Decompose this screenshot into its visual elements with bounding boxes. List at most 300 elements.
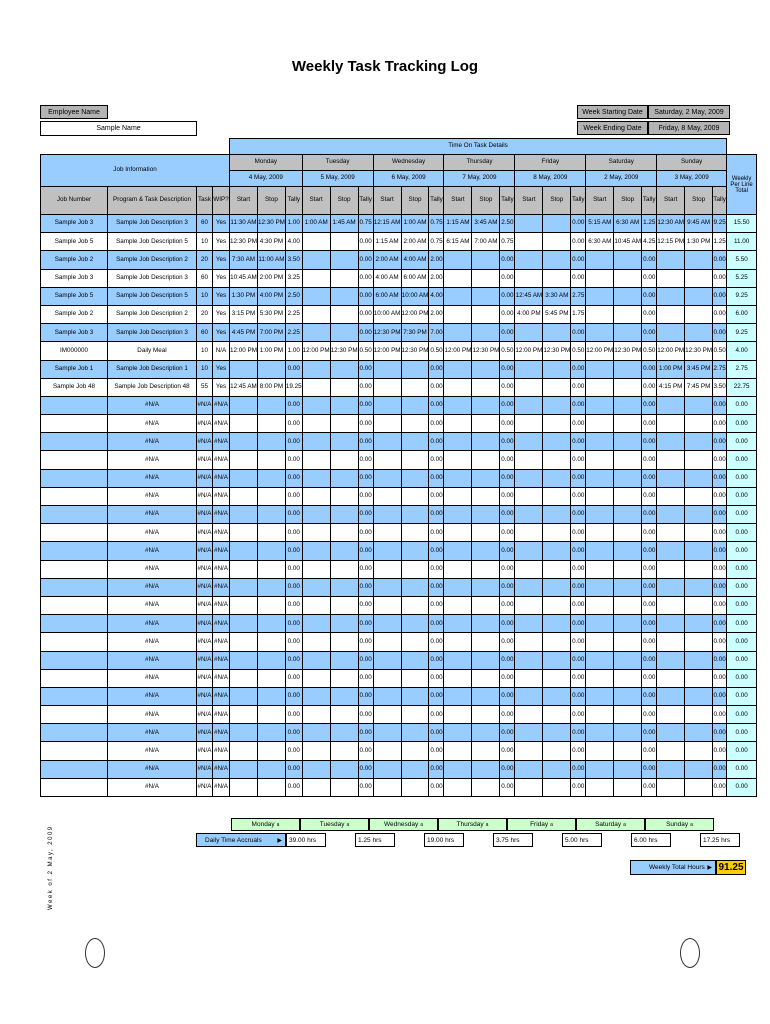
stop-cell[interactable] xyxy=(401,560,429,578)
start-cell[interactable] xyxy=(657,724,685,742)
stop-cell[interactable] xyxy=(330,287,358,305)
start-cell[interactable] xyxy=(657,451,685,469)
job-number-cell[interactable] xyxy=(41,742,108,760)
start-cell[interactable]: 2:00 AM xyxy=(373,251,401,269)
start-cell[interactable] xyxy=(302,742,330,760)
stop-cell[interactable] xyxy=(614,578,642,596)
stop-cell[interactable] xyxy=(401,451,429,469)
start-cell[interactable] xyxy=(657,669,685,687)
start-cell[interactable]: 1:15 AM xyxy=(444,215,472,233)
start-cell[interactable] xyxy=(444,633,472,651)
start-cell[interactable] xyxy=(373,742,401,760)
start-cell[interactable] xyxy=(302,687,330,705)
program-cell[interactable]: Sample Job Description 5 xyxy=(108,233,197,251)
start-cell[interactable]: 1:30 PM xyxy=(230,287,258,305)
stop-cell[interactable] xyxy=(614,269,642,287)
stop-cell[interactable] xyxy=(614,251,642,269)
stop-cell[interactable] xyxy=(401,687,429,705)
wip-cell[interactable]: Yes xyxy=(213,287,230,305)
start-cell[interactable] xyxy=(373,487,401,505)
stop-cell[interactable] xyxy=(685,633,713,651)
stop-cell[interactable] xyxy=(472,669,500,687)
start-cell[interactable] xyxy=(586,451,614,469)
start-cell[interactable] xyxy=(515,396,543,414)
start-cell[interactable] xyxy=(230,615,258,633)
start-cell[interactable] xyxy=(657,651,685,669)
start-cell[interactable] xyxy=(444,724,472,742)
stop-cell[interactable] xyxy=(472,578,500,596)
start-cell[interactable] xyxy=(515,633,543,651)
stop-cell[interactable] xyxy=(472,724,500,742)
stop-cell[interactable]: 9:45 AM xyxy=(685,215,713,233)
stop-cell[interactable] xyxy=(330,415,358,433)
start-cell[interactable]: 12:30 PM xyxy=(230,233,258,251)
start-cell[interactable] xyxy=(515,433,543,451)
start-cell[interactable] xyxy=(515,360,543,378)
stop-cell[interactable] xyxy=(330,305,358,323)
stop-cell[interactable] xyxy=(401,742,429,760)
start-cell[interactable] xyxy=(302,560,330,578)
start-cell[interactable] xyxy=(373,724,401,742)
stop-cell[interactable] xyxy=(472,742,500,760)
job-number-cell[interactable]: IM000000 xyxy=(41,342,108,360)
stop-cell[interactable] xyxy=(257,469,285,487)
start-cell[interactable]: 12:30 AM xyxy=(657,215,685,233)
stop-cell[interactable] xyxy=(330,633,358,651)
stop-cell[interactable] xyxy=(401,578,429,596)
stop-cell[interactable] xyxy=(685,542,713,560)
stop-cell[interactable] xyxy=(614,615,642,633)
task-cell[interactable]: 10 xyxy=(197,360,213,378)
stop-cell[interactable] xyxy=(685,760,713,778)
start-cell[interactable] xyxy=(373,506,401,524)
start-cell[interactable] xyxy=(302,378,330,396)
stop-cell[interactable] xyxy=(330,378,358,396)
stop-cell[interactable] xyxy=(543,487,571,505)
start-cell[interactable] xyxy=(302,615,330,633)
start-cell[interactable] xyxy=(444,396,472,414)
start-cell[interactable] xyxy=(230,487,258,505)
stop-cell[interactable] xyxy=(614,487,642,505)
start-cell[interactable] xyxy=(302,269,330,287)
start-cell[interactable]: 11:30 AM xyxy=(230,215,258,233)
start-cell[interactable] xyxy=(444,269,472,287)
start-cell[interactable] xyxy=(444,324,472,342)
start-cell[interactable] xyxy=(444,596,472,614)
stop-cell[interactable] xyxy=(257,706,285,724)
start-cell[interactable] xyxy=(586,305,614,323)
start-cell[interactable] xyxy=(230,578,258,596)
stop-cell[interactable] xyxy=(614,651,642,669)
stop-cell[interactable] xyxy=(257,651,285,669)
job-number-cell[interactable] xyxy=(41,651,108,669)
start-cell[interactable] xyxy=(515,469,543,487)
start-cell[interactable] xyxy=(230,651,258,669)
stop-cell[interactable]: 5:45 PM xyxy=(543,305,571,323)
job-number-cell[interactable] xyxy=(41,578,108,596)
stop-cell[interactable] xyxy=(543,669,571,687)
stop-cell[interactable] xyxy=(257,433,285,451)
stop-cell[interactable] xyxy=(685,469,713,487)
start-cell[interactable] xyxy=(657,487,685,505)
start-cell[interactable]: 10:45 AM xyxy=(230,269,258,287)
start-cell[interactable]: 6:30 AM xyxy=(586,233,614,251)
job-number-cell[interactable] xyxy=(41,433,108,451)
start-cell[interactable] xyxy=(515,451,543,469)
stop-cell[interactable] xyxy=(330,469,358,487)
job-number-cell[interactable]: Sample Job 5 xyxy=(41,233,108,251)
stop-cell[interactable] xyxy=(614,324,642,342)
start-cell[interactable] xyxy=(373,760,401,778)
stop-cell[interactable] xyxy=(685,415,713,433)
start-cell[interactable] xyxy=(230,687,258,705)
start-cell[interactable] xyxy=(373,615,401,633)
start-cell[interactable] xyxy=(515,215,543,233)
stop-cell[interactable] xyxy=(685,487,713,505)
start-cell[interactable] xyxy=(444,669,472,687)
stop-cell[interactable] xyxy=(401,724,429,742)
start-cell[interactable] xyxy=(586,687,614,705)
start-cell[interactable] xyxy=(444,542,472,560)
stop-cell[interactable] xyxy=(401,760,429,778)
start-cell[interactable] xyxy=(657,560,685,578)
start-cell[interactable]: 12:00 PM xyxy=(657,342,685,360)
start-cell[interactable]: 1:00 AM xyxy=(302,215,330,233)
start-cell[interactable] xyxy=(302,233,330,251)
wip-cell[interactable]: Yes xyxy=(213,215,230,233)
stop-cell[interactable] xyxy=(543,778,571,796)
start-cell[interactable] xyxy=(230,542,258,560)
wip-cell[interactable]: N/A xyxy=(213,342,230,360)
start-cell[interactable] xyxy=(230,560,258,578)
stop-cell[interactable] xyxy=(543,760,571,778)
job-number-cell[interactable] xyxy=(41,724,108,742)
job-number-cell[interactable]: Sample Job 2 xyxy=(41,305,108,323)
stop-cell[interactable] xyxy=(472,760,500,778)
start-cell[interactable] xyxy=(515,415,543,433)
stop-cell[interactable]: 12:30 PM xyxy=(472,342,500,360)
stop-cell[interactable] xyxy=(543,542,571,560)
task-cell[interactable]: 20 xyxy=(197,251,213,269)
job-number-cell[interactable] xyxy=(41,669,108,687)
start-cell[interactable] xyxy=(444,742,472,760)
job-number-cell[interactable] xyxy=(41,542,108,560)
program-cell[interactable]: Daily Meal xyxy=(108,342,197,360)
stop-cell[interactable] xyxy=(614,669,642,687)
start-cell[interactable]: 12:00 PM xyxy=(230,342,258,360)
stop-cell[interactable] xyxy=(401,633,429,651)
program-cell[interactable]: Sample Job Description 48 xyxy=(108,378,197,396)
stop-cell[interactable] xyxy=(330,542,358,560)
start-cell[interactable] xyxy=(302,724,330,742)
stop-cell[interactable] xyxy=(614,778,642,796)
stop-cell[interactable] xyxy=(685,287,713,305)
stop-cell[interactable] xyxy=(543,651,571,669)
start-cell[interactable] xyxy=(586,742,614,760)
start-cell[interactable] xyxy=(657,469,685,487)
start-cell[interactable] xyxy=(515,524,543,542)
stop-cell[interactable] xyxy=(543,560,571,578)
stop-cell[interactable]: 3:30 AM xyxy=(543,287,571,305)
start-cell[interactable] xyxy=(586,433,614,451)
start-cell[interactable]: 12:45 AM xyxy=(230,378,258,396)
start-cell[interactable] xyxy=(302,469,330,487)
wip-cell[interactable]: Yes xyxy=(213,305,230,323)
start-cell[interactable]: 7:30 AM xyxy=(230,251,258,269)
stop-cell[interactable] xyxy=(401,596,429,614)
stop-cell[interactable] xyxy=(472,415,500,433)
stop-cell[interactable]: 7:00 AM xyxy=(472,233,500,251)
start-cell[interactable] xyxy=(373,778,401,796)
stop-cell[interactable] xyxy=(614,596,642,614)
stop-cell[interactable] xyxy=(543,269,571,287)
start-cell[interactable] xyxy=(302,578,330,596)
start-cell[interactable] xyxy=(586,415,614,433)
start-cell[interactable] xyxy=(586,760,614,778)
start-cell[interactable]: 10:00 AM xyxy=(373,305,401,323)
start-cell[interactable] xyxy=(586,524,614,542)
start-cell[interactable] xyxy=(515,233,543,251)
start-cell[interactable] xyxy=(444,524,472,542)
stop-cell[interactable] xyxy=(543,578,571,596)
start-cell[interactable] xyxy=(230,469,258,487)
stop-cell[interactable] xyxy=(330,524,358,542)
task-cell[interactable]: 10 xyxy=(197,342,213,360)
start-cell[interactable] xyxy=(373,706,401,724)
stop-cell[interactable] xyxy=(543,687,571,705)
start-cell[interactable] xyxy=(373,560,401,578)
stop-cell[interactable] xyxy=(685,305,713,323)
start-cell[interactable] xyxy=(302,415,330,433)
start-cell[interactable] xyxy=(302,506,330,524)
stop-cell[interactable] xyxy=(614,633,642,651)
start-cell[interactable] xyxy=(586,778,614,796)
stop-cell[interactable] xyxy=(543,615,571,633)
start-cell[interactable] xyxy=(444,287,472,305)
job-number-cell[interactable] xyxy=(41,615,108,633)
start-cell[interactable] xyxy=(230,669,258,687)
start-cell[interactable]: 4:15 PM xyxy=(657,378,685,396)
task-cell[interactable]: 60 xyxy=(197,215,213,233)
start-cell[interactable] xyxy=(515,706,543,724)
stop-cell[interactable] xyxy=(472,596,500,614)
stop-cell[interactable] xyxy=(614,706,642,724)
start-cell[interactable] xyxy=(657,433,685,451)
wip-cell[interactable]: Yes xyxy=(213,378,230,396)
stop-cell[interactable]: 3:45 PM xyxy=(685,360,713,378)
stop-cell[interactable] xyxy=(330,615,358,633)
stop-cell[interactable] xyxy=(685,506,713,524)
start-cell[interactable]: 12:00 PM xyxy=(302,342,330,360)
start-cell[interactable] xyxy=(515,760,543,778)
start-cell[interactable] xyxy=(444,305,472,323)
start-cell[interactable]: 4:00 AM xyxy=(373,269,401,287)
stop-cell[interactable] xyxy=(472,615,500,633)
job-number-cell[interactable]: Sample Job 3 xyxy=(41,324,108,342)
stop-cell[interactable] xyxy=(685,778,713,796)
start-cell[interactable] xyxy=(302,633,330,651)
start-cell[interactable] xyxy=(586,651,614,669)
stop-cell[interactable] xyxy=(257,360,285,378)
stop-cell[interactable] xyxy=(330,324,358,342)
stop-cell[interactable] xyxy=(472,287,500,305)
stop-cell[interactable] xyxy=(257,724,285,742)
stop-cell[interactable] xyxy=(330,596,358,614)
start-cell[interactable] xyxy=(302,360,330,378)
start-cell[interactable] xyxy=(657,251,685,269)
stop-cell[interactable] xyxy=(330,651,358,669)
stop-cell[interactable] xyxy=(614,396,642,414)
start-cell[interactable] xyxy=(657,506,685,524)
start-cell[interactable] xyxy=(586,251,614,269)
stop-cell[interactable] xyxy=(685,706,713,724)
stop-cell[interactable] xyxy=(543,396,571,414)
stop-cell[interactable] xyxy=(543,506,571,524)
stop-cell[interactable] xyxy=(401,778,429,796)
job-number-cell[interactable] xyxy=(41,396,108,414)
start-cell[interactable] xyxy=(586,269,614,287)
start-cell[interactable]: 1:15 AM xyxy=(373,233,401,251)
stop-cell[interactable] xyxy=(401,487,429,505)
stop-cell[interactable] xyxy=(614,433,642,451)
stop-cell[interactable] xyxy=(614,524,642,542)
start-cell[interactable] xyxy=(444,615,472,633)
start-cell[interactable] xyxy=(515,487,543,505)
stop-cell[interactable] xyxy=(257,687,285,705)
stop-cell[interactable] xyxy=(685,451,713,469)
start-cell[interactable] xyxy=(444,687,472,705)
wip-cell[interactable]: Yes xyxy=(213,360,230,378)
stop-cell[interactable] xyxy=(472,524,500,542)
job-number-cell[interactable] xyxy=(41,687,108,705)
program-cell[interactable]: Sample Job Description 2 xyxy=(108,305,197,323)
stop-cell[interactable] xyxy=(257,742,285,760)
program-cell[interactable]: Sample Job Description 3 xyxy=(108,215,197,233)
stop-cell[interactable]: 6:00 AM xyxy=(401,269,429,287)
stop-cell[interactable] xyxy=(257,596,285,614)
stop-cell[interactable] xyxy=(401,396,429,414)
stop-cell[interactable]: 4:30 PM xyxy=(257,233,285,251)
start-cell[interactable] xyxy=(230,742,258,760)
stop-cell[interactable] xyxy=(614,305,642,323)
start-cell[interactable] xyxy=(515,324,543,342)
stop-cell[interactable] xyxy=(330,269,358,287)
start-cell[interactable]: 6:00 AM xyxy=(373,287,401,305)
stop-cell[interactable]: 5:30 PM xyxy=(257,305,285,323)
stop-cell[interactable] xyxy=(472,778,500,796)
stop-cell[interactable] xyxy=(330,487,358,505)
job-number-cell[interactable] xyxy=(41,415,108,433)
stop-cell[interactable]: 12:30 PM xyxy=(614,342,642,360)
stop-cell[interactable]: 4:00 PM xyxy=(257,287,285,305)
start-cell[interactable] xyxy=(586,633,614,651)
stop-cell[interactable] xyxy=(685,669,713,687)
stop-cell[interactable] xyxy=(614,415,642,433)
task-cell[interactable]: 10 xyxy=(197,233,213,251)
program-cell[interactable]: Sample Job Description 5 xyxy=(108,287,197,305)
start-cell[interactable] xyxy=(515,669,543,687)
start-cell[interactable] xyxy=(444,706,472,724)
stop-cell[interactable] xyxy=(685,651,713,669)
start-cell[interactable] xyxy=(302,524,330,542)
start-cell[interactable] xyxy=(444,760,472,778)
start-cell[interactable] xyxy=(586,706,614,724)
start-cell[interactable] xyxy=(230,451,258,469)
wip-cell[interactable]: Yes xyxy=(213,269,230,287)
start-cell[interactable] xyxy=(373,360,401,378)
stop-cell[interactable] xyxy=(685,396,713,414)
stop-cell[interactable]: 1:00 AM xyxy=(401,215,429,233)
start-cell[interactable] xyxy=(586,724,614,742)
start-cell[interactable] xyxy=(373,469,401,487)
stop-cell[interactable] xyxy=(257,669,285,687)
start-cell[interactable] xyxy=(515,560,543,578)
stop-cell[interactable] xyxy=(472,560,500,578)
stop-cell[interactable] xyxy=(401,360,429,378)
stop-cell[interactable]: 12:30 PM xyxy=(330,342,358,360)
stop-cell[interactable]: 10:00 AM xyxy=(401,287,429,305)
stop-cell[interactable] xyxy=(685,687,713,705)
stop-cell[interactable] xyxy=(257,396,285,414)
stop-cell[interactable] xyxy=(330,506,358,524)
stop-cell[interactable] xyxy=(257,506,285,524)
stop-cell[interactable] xyxy=(330,251,358,269)
start-cell[interactable]: 4:00 PM xyxy=(515,305,543,323)
start-cell[interactable]: 12:15 PM xyxy=(657,233,685,251)
job-number-cell[interactable]: Sample Job 3 xyxy=(41,269,108,287)
start-cell[interactable] xyxy=(586,596,614,614)
stop-cell[interactable] xyxy=(543,633,571,651)
start-cell[interactable] xyxy=(373,669,401,687)
job-number-cell[interactable]: Sample Job 2 xyxy=(41,251,108,269)
job-number-cell[interactable] xyxy=(41,633,108,651)
start-cell[interactable] xyxy=(302,651,330,669)
start-cell[interactable] xyxy=(586,578,614,596)
stop-cell[interactable] xyxy=(543,451,571,469)
program-cell[interactable]: Sample Job Description 1 xyxy=(108,360,197,378)
stop-cell[interactable] xyxy=(472,633,500,651)
start-cell[interactable] xyxy=(302,396,330,414)
start-cell[interactable] xyxy=(373,396,401,414)
stop-cell[interactable] xyxy=(614,760,642,778)
start-cell[interactable]: 4:45 PM xyxy=(230,324,258,342)
stop-cell[interactable] xyxy=(472,542,500,560)
stop-cell[interactable] xyxy=(614,287,642,305)
start-cell[interactable]: 6:15 AM xyxy=(444,233,472,251)
stop-cell[interactable]: 1:45 AM xyxy=(330,215,358,233)
task-cell[interactable]: 60 xyxy=(197,269,213,287)
stop-cell[interactable] xyxy=(685,324,713,342)
start-cell[interactable] xyxy=(657,578,685,596)
job-number-cell[interactable]: Sample Job 5 xyxy=(41,287,108,305)
start-cell[interactable] xyxy=(373,687,401,705)
start-cell[interactable] xyxy=(444,778,472,796)
start-cell[interactable] xyxy=(302,542,330,560)
start-cell[interactable] xyxy=(230,506,258,524)
start-cell[interactable] xyxy=(657,778,685,796)
stop-cell[interactable] xyxy=(685,524,713,542)
wip-cell[interactable]: Yes xyxy=(213,233,230,251)
start-cell[interactable]: 1:00 PM xyxy=(657,360,685,378)
stop-cell[interactable]: 4:00 AM xyxy=(401,251,429,269)
start-cell[interactable] xyxy=(373,633,401,651)
start-cell[interactable] xyxy=(515,651,543,669)
start-cell[interactable] xyxy=(373,524,401,542)
stop-cell[interactable]: 10:45 AM xyxy=(614,233,642,251)
task-cell[interactable]: 55 xyxy=(197,378,213,396)
stop-cell[interactable] xyxy=(472,651,500,669)
stop-cell[interactable]: 3:45 AM xyxy=(472,215,500,233)
